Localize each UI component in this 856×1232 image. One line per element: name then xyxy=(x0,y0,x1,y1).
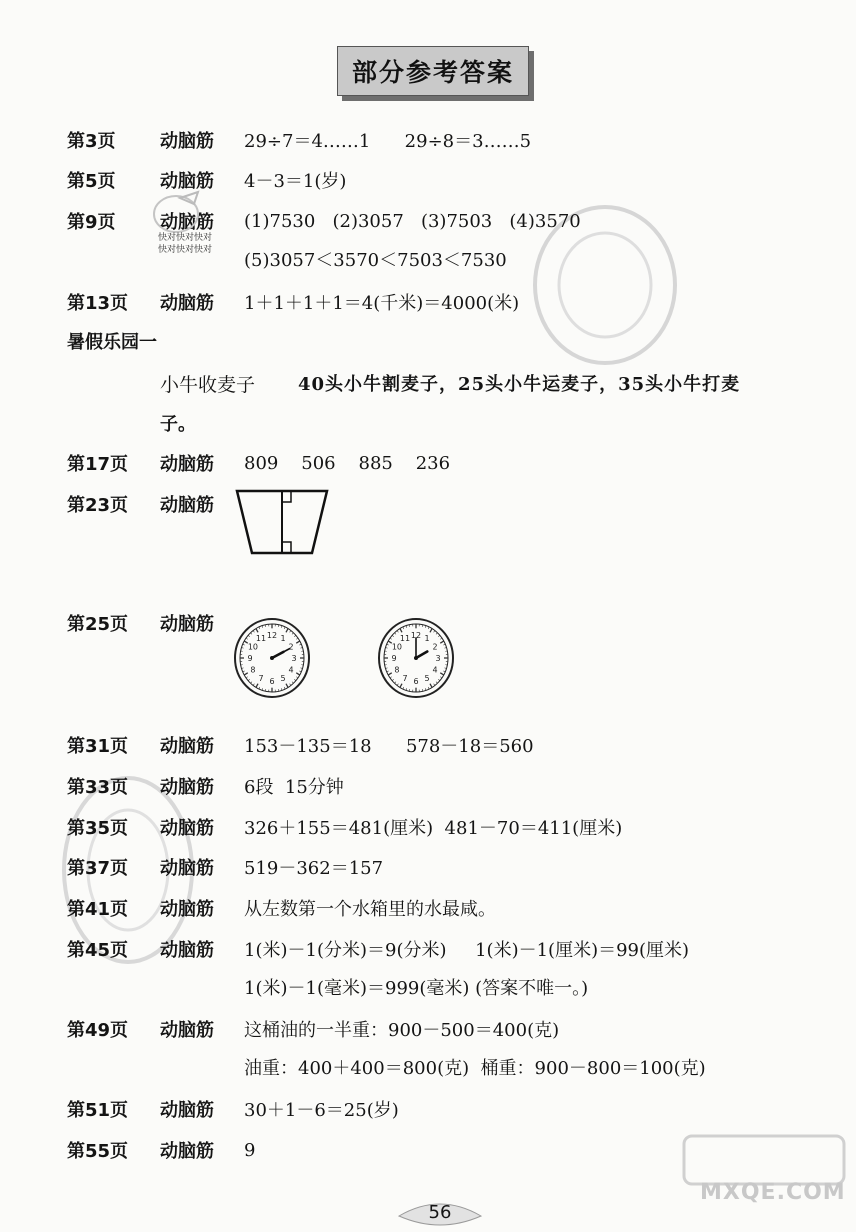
clock-tick xyxy=(253,631,254,633)
answer-row xyxy=(67,1094,399,1124)
clock-number: 8 xyxy=(394,665,400,675)
clock-tick xyxy=(244,673,247,675)
clock-tick xyxy=(299,644,301,645)
stamp-text: 快对快对快对 xyxy=(158,245,213,255)
clock-tick xyxy=(296,638,298,639)
answer-label: 动脑筋 xyxy=(160,1020,214,1041)
section-heading: 暑假乐园一 xyxy=(67,332,157,353)
clock-number: 5 xyxy=(280,673,286,683)
clock-tick xyxy=(301,668,303,669)
clock-tick xyxy=(400,629,402,633)
clock-tick xyxy=(262,626,263,628)
answer-label: 动脑筋 xyxy=(160,940,214,961)
answer-label: 动脑筋 xyxy=(160,777,214,798)
clock-tick xyxy=(390,677,392,678)
clock-tick xyxy=(248,679,249,680)
clock-tick xyxy=(434,631,435,633)
clock-tick xyxy=(296,677,298,678)
answer-continuation: 1(米)－1(毫米)＝999(毫米) (答案不唯一。) xyxy=(244,978,589,999)
clock-tick xyxy=(388,673,391,675)
watermark-text: MXQE.COM xyxy=(700,1180,846,1205)
page-ref: 第3页 xyxy=(67,131,116,152)
answer-label: 动脑筋 xyxy=(160,818,214,839)
page-ref: 第25页 xyxy=(67,614,129,635)
page-ref: 第55页 xyxy=(67,1141,129,1162)
answer-text: 1＋1＋1＋1＝4(千米)＝4000(米) xyxy=(244,293,520,314)
clock-tick xyxy=(436,682,437,684)
clock-minute-hand xyxy=(272,649,290,658)
clock-tick xyxy=(438,679,439,680)
clock-number: 1 xyxy=(280,634,286,644)
answer-row xyxy=(67,489,244,519)
page-number: 56 xyxy=(428,1202,452,1223)
clock-tick xyxy=(397,631,398,633)
clock-tick xyxy=(243,671,245,672)
answer-row xyxy=(67,934,689,964)
clock-tick xyxy=(387,644,389,645)
clock-number: 9 xyxy=(391,654,397,663)
clock-tick xyxy=(281,626,282,628)
answer-text: 9 xyxy=(244,1139,256,1161)
clock-tick xyxy=(386,668,388,669)
clock-tick xyxy=(290,631,291,633)
clock-tick xyxy=(256,684,258,688)
clock-tick xyxy=(430,684,432,688)
clock-number: 1 xyxy=(424,634,430,644)
answer-label: 动脑筋 xyxy=(160,293,214,314)
clock-tick xyxy=(390,638,392,639)
answer-row xyxy=(67,448,450,478)
answer-text: 这桶油的一半重：900－500＝400(克) xyxy=(244,1020,560,1041)
page-ref: 第13页 xyxy=(67,293,129,314)
answer-row xyxy=(67,730,534,760)
answer-label: 动脑筋 xyxy=(160,736,214,757)
clock-tick xyxy=(256,629,258,633)
clock-tick xyxy=(246,677,248,678)
clock-tick xyxy=(400,684,402,688)
page-ref: 第37页 xyxy=(67,858,129,879)
answer-row xyxy=(67,1014,559,1044)
page-ref: 第49页 xyxy=(67,1020,129,1041)
clock-tick xyxy=(242,648,244,649)
clock-tick xyxy=(440,673,443,675)
clock-number: 3 xyxy=(435,654,441,663)
page-ref: 第51页 xyxy=(67,1100,129,1121)
clock-tick xyxy=(438,635,439,636)
clock-face-1 xyxy=(232,616,312,700)
clock-tick xyxy=(425,626,426,628)
clock-tick xyxy=(286,684,288,688)
trapezoid-figure xyxy=(234,488,330,558)
page-ref: 第35页 xyxy=(67,818,129,839)
clock-number: 2 xyxy=(288,642,294,652)
answer-text: 519－362＝157 xyxy=(244,858,384,879)
clock-face-2 xyxy=(376,616,456,700)
page-ref: 第5页 xyxy=(67,171,116,192)
clock-tick xyxy=(294,679,295,680)
clock-number: 6 xyxy=(269,677,275,686)
clock-tick xyxy=(403,627,404,629)
page-ref: 第23页 xyxy=(67,495,129,516)
clock-number: 10 xyxy=(391,642,403,652)
answer-label: 动脑筋 xyxy=(160,614,214,635)
clock-tick xyxy=(386,648,388,649)
stamp-text: 快对快对快对 xyxy=(158,233,213,243)
page-ref: 第31页 xyxy=(67,736,129,757)
answer-label: 动脑筋 xyxy=(160,171,214,192)
answer-continuation: 油重：400＋400＝800(克) 桶重：900－800＝100(克) xyxy=(244,1058,706,1079)
clock-tick xyxy=(301,648,303,649)
clock-tick xyxy=(434,684,435,686)
clock-tick xyxy=(443,644,445,645)
answer-row xyxy=(67,287,519,317)
clock-tick xyxy=(406,626,407,628)
page-ref: 第45页 xyxy=(67,940,129,961)
clock-tick xyxy=(395,682,396,684)
answer-continuation: (5)3057＜3570＜7503＜7530 xyxy=(244,250,507,271)
answer-row xyxy=(67,812,622,842)
page-ref: 第33页 xyxy=(67,777,129,798)
answer-text: 1(米)－1(分米)＝9(分米) 1(米)－1(厘米)＝99(厘米) xyxy=(244,940,690,961)
answer-text: 809 506 885 236 xyxy=(244,452,451,474)
clock-tick xyxy=(445,668,447,669)
answer-text: 6段 15分钟 xyxy=(244,777,344,798)
clock-tick xyxy=(425,688,426,690)
clock-tick xyxy=(403,687,404,689)
page-number-badge xyxy=(395,1196,485,1230)
clock-tick xyxy=(395,633,396,635)
clock-tick xyxy=(443,671,445,672)
answer-label: 动脑筋 xyxy=(160,899,214,920)
answer-text: (1)7530 (2)3057 (3)7503 (4)3570 xyxy=(244,210,581,232)
clock-tick xyxy=(392,635,393,636)
clock-tick xyxy=(259,627,260,629)
clock-tick xyxy=(428,687,429,689)
answer-label: 动脑筋 xyxy=(160,495,214,516)
clock-number: 9 xyxy=(247,654,253,663)
answer-text: 153－135＝18 578－18＝560 xyxy=(244,736,534,757)
clock-number: 4 xyxy=(288,665,294,675)
clock-tick xyxy=(248,635,249,636)
clock-tick xyxy=(246,638,248,639)
clock-tick xyxy=(284,687,285,689)
clock-tick xyxy=(253,684,254,686)
answer-row xyxy=(67,1135,255,1165)
answer-text: 29÷7＝4……1 29÷8＝3……5 xyxy=(244,131,532,152)
clock-number: 12 xyxy=(266,631,278,640)
answer-row xyxy=(67,852,383,882)
clock-number: 11 xyxy=(255,634,267,644)
page-ref: 第17页 xyxy=(67,454,129,475)
clock-tick xyxy=(440,638,442,639)
clock-number: 3 xyxy=(291,654,297,663)
clock-tick xyxy=(445,648,447,649)
story-title: 小牛收麦子 xyxy=(160,374,256,396)
answer-row xyxy=(67,165,346,195)
answer-row xyxy=(67,206,581,236)
answer-label: 动脑筋 xyxy=(160,131,214,152)
clock-tick xyxy=(392,679,393,680)
answer-label: 动脑筋 xyxy=(160,858,214,879)
answer-text: 326＋155＝481(厘米) 481－70＝411(厘米) xyxy=(244,818,623,839)
clock-tick xyxy=(299,671,301,672)
title-box xyxy=(337,46,529,96)
clock-tick xyxy=(281,688,282,690)
answer-label: 动脑筋 xyxy=(160,454,214,475)
clock-center xyxy=(270,656,274,660)
clock-number: 12 xyxy=(410,631,422,640)
clock-number: 8 xyxy=(250,665,256,675)
answer-label: 动脑筋 xyxy=(160,1141,214,1162)
clock-tick xyxy=(290,684,291,686)
story-continuation: 子。 xyxy=(160,414,196,435)
clock-tick xyxy=(428,627,429,629)
clock-tick xyxy=(440,641,443,643)
clock-tick xyxy=(406,688,407,690)
clock-tick xyxy=(243,644,245,645)
clock-tick xyxy=(242,668,244,669)
clock-number: 4 xyxy=(432,665,438,675)
clock-tick xyxy=(436,633,437,635)
clock-tick xyxy=(259,687,260,689)
answer-label: 动脑筋 xyxy=(160,212,214,233)
clock-number: 7 xyxy=(258,673,264,683)
clock-number: 6 xyxy=(413,677,419,686)
answer-text: 从左数第一个水箱里的水最咸。 xyxy=(244,899,496,920)
clock-number: 5 xyxy=(424,673,430,683)
clock-tick xyxy=(294,635,295,636)
clock-tick xyxy=(440,677,442,678)
answer-text: 4－3＝1(岁) xyxy=(244,171,347,192)
clock-tick xyxy=(286,629,288,633)
clock-tick xyxy=(292,633,293,635)
clock-tick xyxy=(251,633,252,635)
clock-center xyxy=(414,656,418,660)
page-title: 部分参考答案 xyxy=(351,58,514,87)
clock-number: 7 xyxy=(402,673,408,683)
answer-row xyxy=(67,893,496,923)
page-ref: 第9页 xyxy=(67,212,116,233)
clock-number: 2 xyxy=(432,642,438,652)
clock-tick xyxy=(387,671,389,672)
page-ref: 第41页 xyxy=(67,899,129,920)
clock-tick xyxy=(430,629,432,633)
story-body: 40头小牛割麦子，25头小牛运麦子，35头小牛打麦 xyxy=(298,374,741,395)
clock-tick xyxy=(292,682,293,684)
clock-tick xyxy=(251,682,252,684)
clock-tick xyxy=(397,684,398,686)
clock-tick xyxy=(296,673,299,675)
clock-number: 11 xyxy=(399,634,411,644)
answer-text: 30＋1－6＝25(岁) xyxy=(244,1100,399,1121)
answer-row xyxy=(67,125,531,155)
clock-tick xyxy=(296,641,299,643)
answer-label: 动脑筋 xyxy=(160,1100,214,1121)
clock-tick xyxy=(262,688,263,690)
clock-tick xyxy=(284,627,285,629)
answer-row xyxy=(67,608,244,638)
answer-row xyxy=(67,771,344,801)
clock-number: 10 xyxy=(247,642,259,652)
